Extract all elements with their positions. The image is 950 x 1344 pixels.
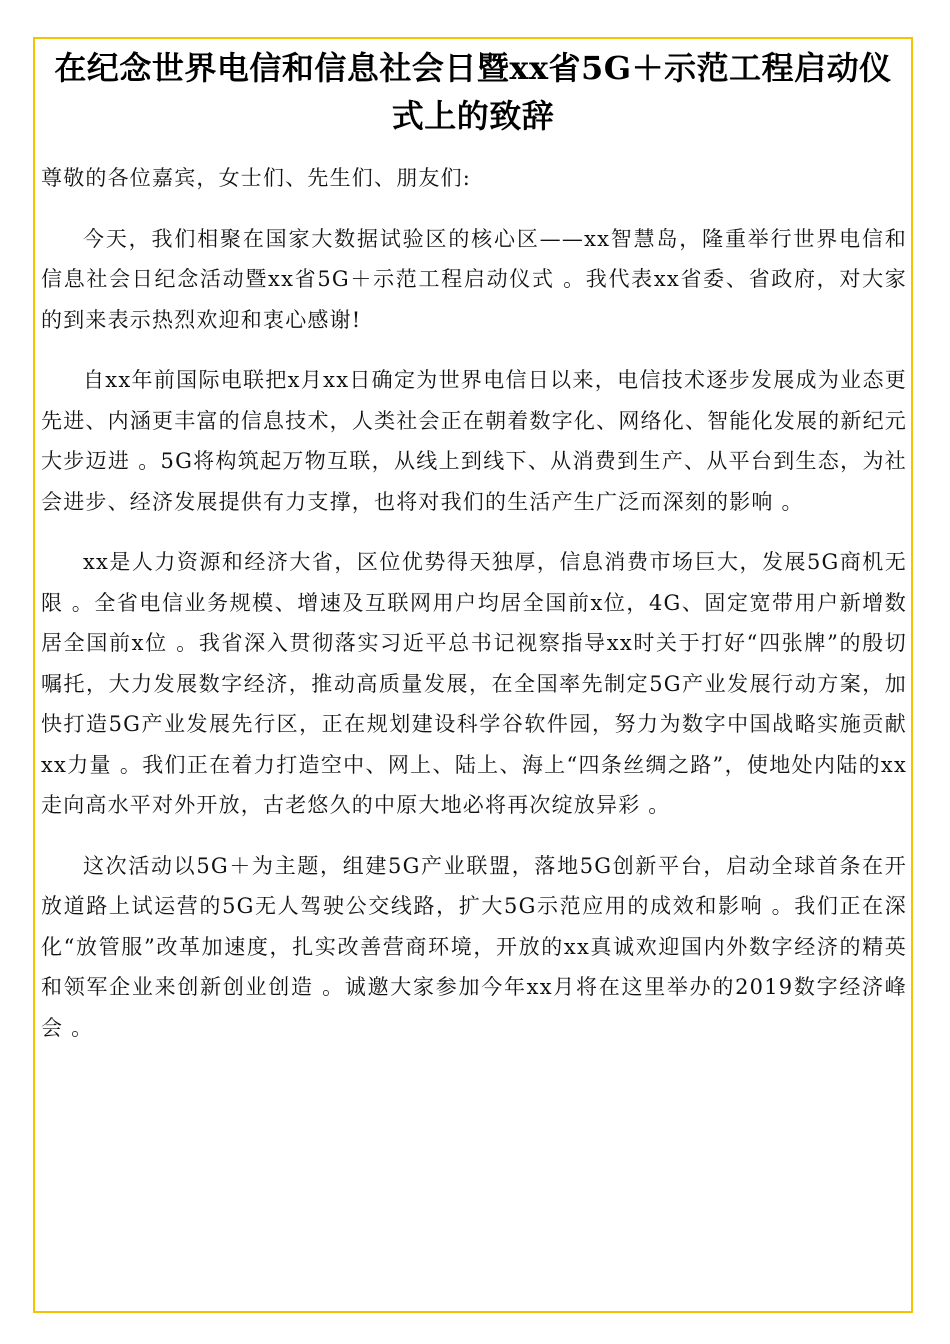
paragraph-event-theme: 这次活动以5G＋为主题，组建5G产业联盟，落地5G创新平台，启动全球首条在开放道路上试运营的5G无人驾驶公交线路，扩大5G示范应用的成效和影响 。我们正在深化“放管服”改革加速度，扎实改善营商环境，开放的xx真诚欢迎国内外数字经济的精英和领军企业来创新创业创造 。诚邀大家参加今年xx月将在这里举办的2019数字经济峰会 。	[41, 853, 907, 1040]
paragraph-telecom-history: 自xx年前国际电联把x月xx日确定为世界电信日以来，电信技术逐步发展成为业态更先进、内涵更丰富的信息技术，人类社会正在朝着数字化、网络化、智能化发展的新纪元大步迈进 。5G将构筑起万物互联，从线上到线下、从消费到生产、从平台到生态，为社会进步、经济发展提供有力支撑，也将对我们的生活产生广泛而深刻的影响 。	[41, 368, 907, 514]
paragraph-opening: 今天，我们相聚在国家大数据试验区的核心区——xx智慧岛，隆重举行世界电信和信息社会日纪念活动暨xx省5G＋示范工程启动仪式 。我代表xx省委、省政府，对大家的到来表示热烈欢迎和衷心感谢!	[41, 226, 907, 332]
paragraph-province-advantages: xx是人力资源和经济大省，区位优势得天独厚，信息消费市场巨大，发展5G商机无限 。全省电信业务规模、增速及互联网用户均居全国前x位，4G、固定宽带用户新增数居全国前x位 。我省深入贯彻落实习近平总书记视察指导xx时关于打好“四张牌”的殷切嘱托，大力发展数字经济，推动高质量发展，在全国率先制定5G产业发展行动方案，加快打造5G产业发展先行区，正在规划建设科学谷软件园，努力为数字中国战略实施贡献xx力量 。我们正在着力打造空中、网上、陆上、海上“四条丝绸之路”，使地处内陆的xx走向高水平对外开放，古老悠久的中原大地必将再次绽放异彩 。	[41, 550, 907, 817]
document-title: 在纪念世界电信和信息社会日暨xx省5G＋示范工程启动仪式上的致辞	[54, 49, 892, 135]
salutation: 尊敬的各位嘉宾，女士们、先生们、朋友们:	[41, 166, 472, 190]
document-body	[41, 158, 907, 1048]
